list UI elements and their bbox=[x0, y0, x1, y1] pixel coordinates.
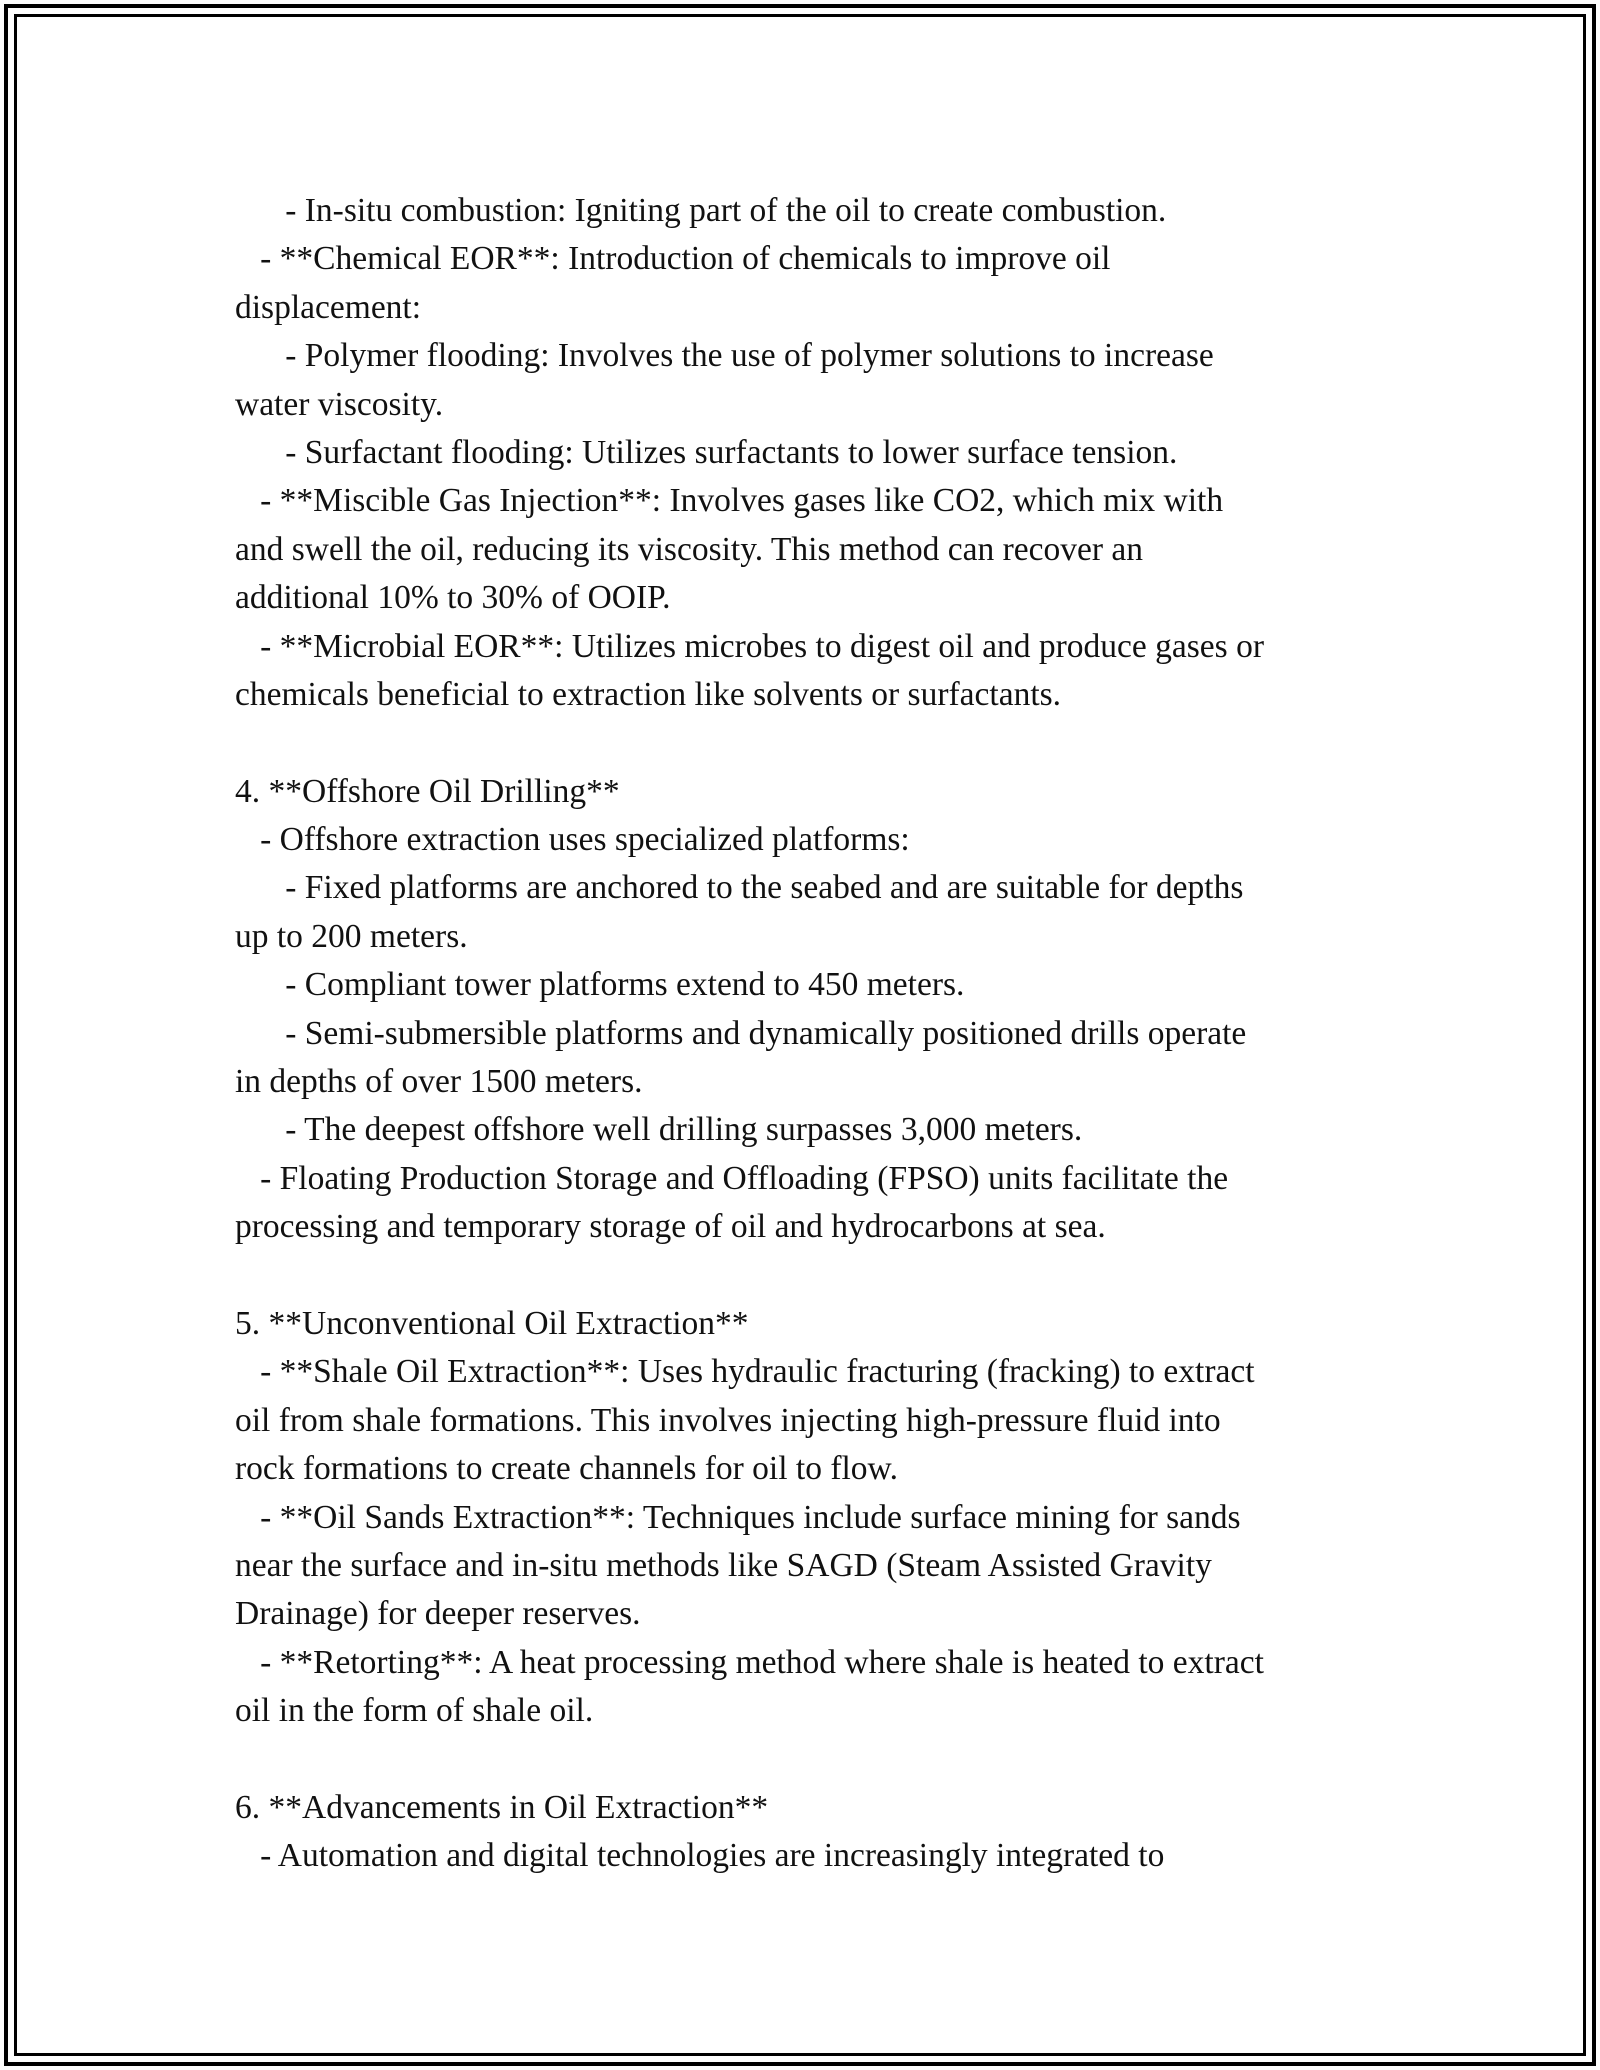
section-heading: 4. **Offshore Oil Drilling** bbox=[235, 772, 620, 810]
blank-line bbox=[235, 719, 1395, 767]
text-line: oil in the form of shale oil. bbox=[235, 1692, 594, 1730]
text-line: rock formations to create channels for oil to flow. bbox=[235, 1450, 898, 1488]
text-line: in depths of over 1500 meters. bbox=[235, 1063, 643, 1101]
blank-line bbox=[235, 1252, 1395, 1300]
text-line: - Semi-submersible platforms and dynamically positioned drills operate bbox=[235, 1014, 1247, 1052]
text-line: - **Shale Oil Extraction**: Uses hydraulic fracturing (fracking) to extract bbox=[235, 1353, 1255, 1391]
blank-line bbox=[235, 1736, 1395, 1784]
text-line: - Offshore extraction uses specialized platforms: bbox=[235, 821, 910, 859]
text-line: - **Microbial EOR**: Utilizes microbes to digest oil and produce gases or bbox=[235, 627, 1264, 665]
text-line: displacement: bbox=[235, 288, 422, 326]
text-line: near the surface and in-situ methods like SAGD (Steam Assisted Gravity bbox=[235, 1546, 1212, 1584]
text-line: oil from shale formations. This involves injecting high-pressure fluid into bbox=[235, 1401, 1221, 1439]
text-line: - **Miscible Gas Injection**: Involves gases like CO2, which mix with bbox=[235, 482, 1224, 520]
text-line: - Polymer flooding: Involves the use of polymer solutions to increase bbox=[235, 337, 1214, 375]
section-heading: 6. **Advancements in Oil Extraction** bbox=[235, 1788, 769, 1826]
text-line: - **Chemical EOR**: Introduction of chemicals to improve oil bbox=[235, 240, 1111, 278]
document-body bbox=[235, 187, 1395, 1881]
text-line: additional 10% to 30% of OOIP. bbox=[235, 579, 671, 617]
section-heading: 5. **Unconventional Oil Extraction** bbox=[235, 1304, 749, 1342]
text-line: - Surfactant flooding: Utilizes surfactants to lower surface tension. bbox=[235, 433, 1178, 471]
text-line: - Fixed platforms are anchored to the seabed and are suitable for depths bbox=[235, 869, 1244, 907]
text-line: - Floating Production Storage and Offloading (FPSO) units facilitate the bbox=[235, 1159, 1229, 1197]
text-line: - Automation and digital technologies are increasingly integrated to bbox=[235, 1837, 1165, 1875]
text-line: water viscosity. bbox=[235, 385, 444, 423]
text-line: - **Oil Sands Extraction**: Techniques include surface mining for sands bbox=[235, 1498, 1241, 1536]
text-line: chemicals beneficial to extraction like solvents or surfactants. bbox=[235, 675, 1062, 713]
text-line: Drainage) for deeper reserves. bbox=[235, 1595, 641, 1633]
text-line: and swell the oil, reducing its viscosity. This method can recover an bbox=[235, 530, 1144, 568]
text-line: - In-situ combustion: Igniting part of the oil to create combustion. bbox=[235, 192, 1167, 229]
text-line: up to 200 meters. bbox=[235, 917, 468, 955]
text-line: processing and temporary storage of oil and hydrocarbons at sea. bbox=[235, 1208, 1106, 1246]
text-line: - The deepest offshore well drilling surpasses 3,000 meters. bbox=[235, 1111, 1083, 1149]
text-line: - Compliant tower platforms extend to 450 meters. bbox=[235, 966, 965, 1004]
text-line: - **Retorting**: A heat processing method where shale is heated to extract bbox=[235, 1643, 1264, 1681]
